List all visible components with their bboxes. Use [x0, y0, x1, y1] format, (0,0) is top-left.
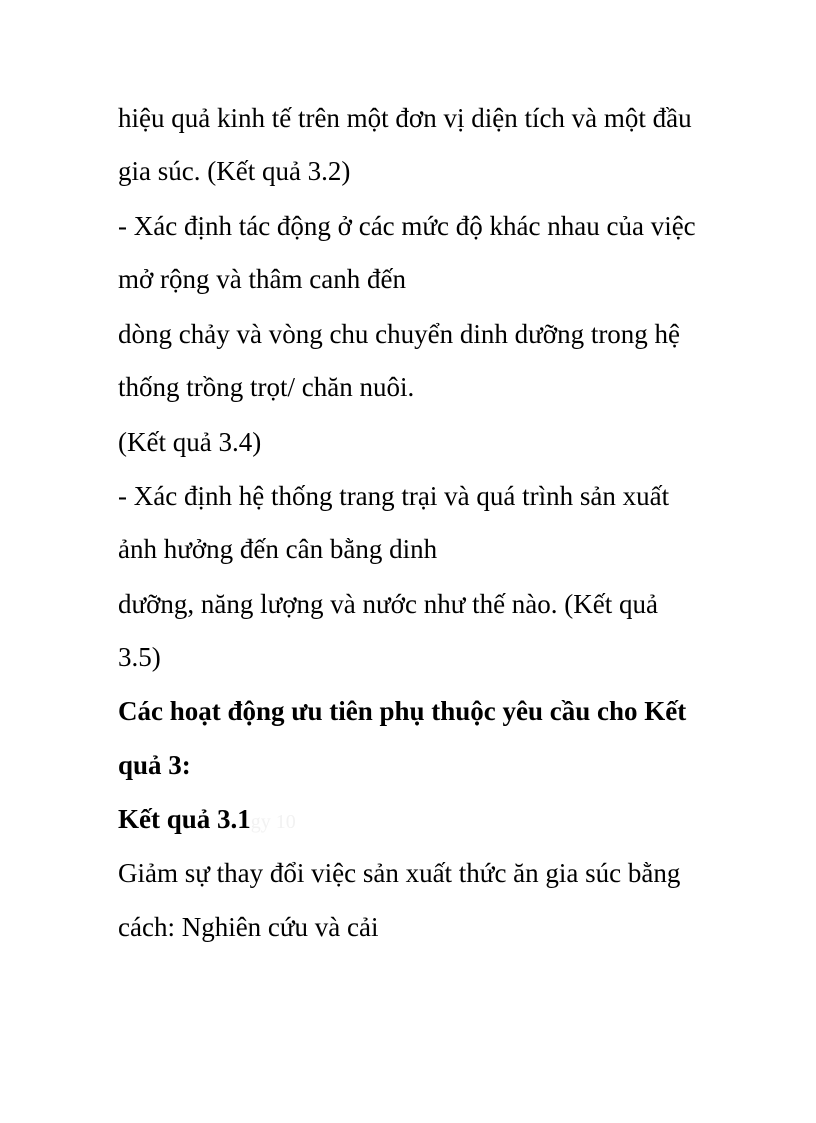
text-line-5: dòng chảy và vòng chu chuyển dinh dưỡng trong hệ — [118, 319, 681, 349]
text-line-6: thống trồng trọt/ chăn nuôi. — [118, 372, 415, 402]
subheading — [118, 802, 296, 839]
text-line-2: gia súc. (Kết quả 3.2) — [118, 156, 351, 186]
body-line-1: Giảm sự thay đổi việc sản xuất thức ăn gia súc bằng — [118, 858, 681, 888]
body-line-2: cách: Nghiên cứu và cải — [118, 912, 379, 942]
text-line-8: - Xác định hệ thống trang trại và quá trình sản xuất — [118, 481, 670, 511]
subheading-text: Kết quả 3.1 — [118, 804, 251, 834]
text-line-9: ảnh hưởng đến cân bằng dinh — [118, 534, 438, 564]
text-line-7: (Kết quả 3.4) — [118, 427, 262, 457]
text-line-11: 3.5) — [118, 642, 161, 672]
watermark-text: gy 10 — [250, 811, 296, 833]
text-line-4: mở rộng và thâm canh đến — [118, 264, 406, 294]
section-heading-line-2: quả 3: — [118, 750, 191, 780]
text-line-1: hiệu quả kinh tế trên một đơn vị diện tích và một đầu — [118, 103, 692, 133]
text-line-10: dưỡng, năng lượng và nước như thế nào. (Kết quả — [118, 589, 658, 619]
section-heading-line-1: Các hoạt động ưu tiên phụ thuộc yêu cầu cho Kết — [118, 696, 687, 726]
text-line-3: - Xác định tác động ở các mức độ khác nhau của việc — [118, 211, 696, 241]
